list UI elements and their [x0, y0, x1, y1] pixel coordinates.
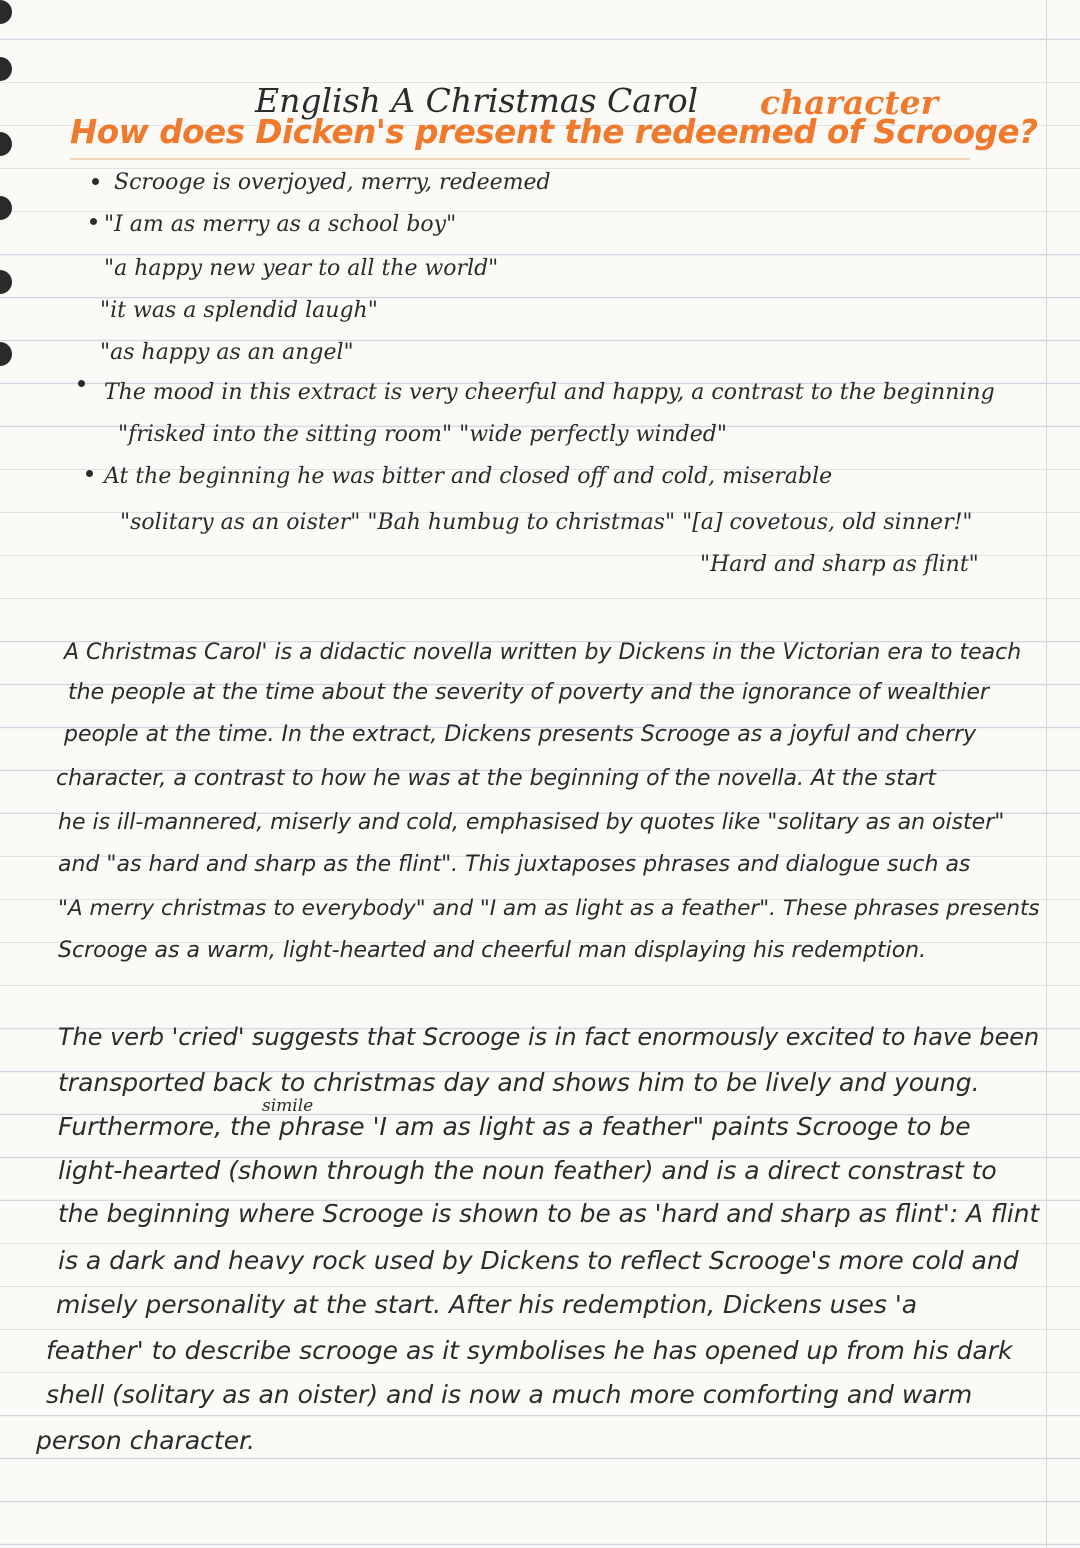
paragraph-1-line: and "as hard and sharp as the flint". This juxtaposes phrases and dialogue such as: [58, 852, 971, 877]
paragraph-2-line: the beginning where Scrooge is shown to be as 'hard and sharp as flint': A flint: [58, 1199, 1040, 1228]
paragraph-2-line: misely personality at the start. After his redemption, Dickens uses 'a: [56, 1290, 918, 1319]
note-line: The mood in this extract is very cheerful and happy, a contrast to the beginning: [104, 380, 995, 405]
bullet-dot: [90, 218, 97, 225]
paragraph-1-line: Scrooge as a warm, light-hearted and cheerful man displaying his redemption.: [58, 938, 927, 963]
paragraph-2-line: light-hearted (shown through the noun feather) and is a direct constrast to: [58, 1156, 997, 1185]
title-underline: [70, 158, 970, 160]
note-line: "solitary as an oister" "Bah humbug to christmas" "[a] covetous, old sinner!": [120, 510, 973, 535]
binder-hole: [0, 342, 12, 366]
paragraph-1-line: character, a contrast to how he was at the beginning of the novella. At the start: [56, 766, 937, 791]
note-line: "a happy new year to all the world": [104, 256, 499, 281]
bullet-dot: [92, 178, 99, 185]
essay-question: How does Dicken's present the redeemed of Scrooge?: [70, 113, 1038, 151]
note-line: "Hard and sharp as flint": [700, 552, 979, 577]
bullet-dot: [86, 470, 93, 477]
paragraph-2-line: is a dark and heavy rock used by Dickens to reflect Scrooge's more cold and: [58, 1246, 1019, 1275]
note-line: At the beginning he was bitter and closed off and cold, miserable: [104, 464, 833, 489]
paragraph-2-line: The verb 'cried' suggests that Scrooge is in fact enormously excited to have been: [58, 1023, 1040, 1051]
binder-hole: [0, 132, 12, 156]
note-line: "it was a splendid laugh": [100, 298, 378, 323]
note-line: "frisked into the sitting room" "wide perfectly winded": [118, 422, 727, 447]
binder-hole: [0, 196, 12, 220]
binder-hole: [0, 270, 12, 294]
paragraph-1-line: A Christmas Carol' is a didactic novella written by Dickens in the Victorian era to teach: [64, 640, 1022, 665]
note-line: Scrooge is overjoyed, merry, redeemed: [114, 170, 551, 195]
note-line: "as happy as an angel": [100, 340, 354, 365]
binder-hole: [0, 57, 12, 81]
bullet-dot: [78, 380, 85, 387]
paragraph-1-line: "A merry christmas to everybody" and "I am as light as a feather". These phrases presents: [58, 896, 1040, 921]
paragraph-2-line: person character.: [36, 1426, 256, 1455]
paragraph-2-line: transported back to christmas day and shows him to be lively and young.: [58, 1068, 980, 1097]
page-title: English A Christmas Carol: [255, 81, 699, 120]
note-line: "I am as merry as a school boy": [104, 212, 457, 237]
binder-holes: [0, 0, 18, 1548]
margin-line: [1046, 0, 1047, 1548]
paragraph-1-line: people at the time. In the extract, Dickens presents Scrooge as a joyful and cherry: [64, 722, 977, 747]
paragraph-2-line: Furthermore, the phrase 'I am as light as a feather" paints Scrooge to be: [58, 1112, 971, 1141]
paragraph-1-line: he is ill-mannered, miserly and cold, emphasised by quotes like "solitary as an oister": [58, 810, 1005, 835]
binder-hole: [0, 0, 12, 24]
character-annotation: character: [760, 83, 938, 122]
paragraph-2-line: feather' to describe scrooge as it symbolises he has opened up from his dark: [46, 1336, 1013, 1365]
paragraph-1-line: the people at the time about the severity of poverty and the ignorance of wealthier: [68, 680, 989, 705]
simile-annotation: simile: [262, 1096, 314, 1116]
paragraph-2-line: shell (solitary as an oister) and is now a much more comforting and warm: [46, 1380, 973, 1409]
